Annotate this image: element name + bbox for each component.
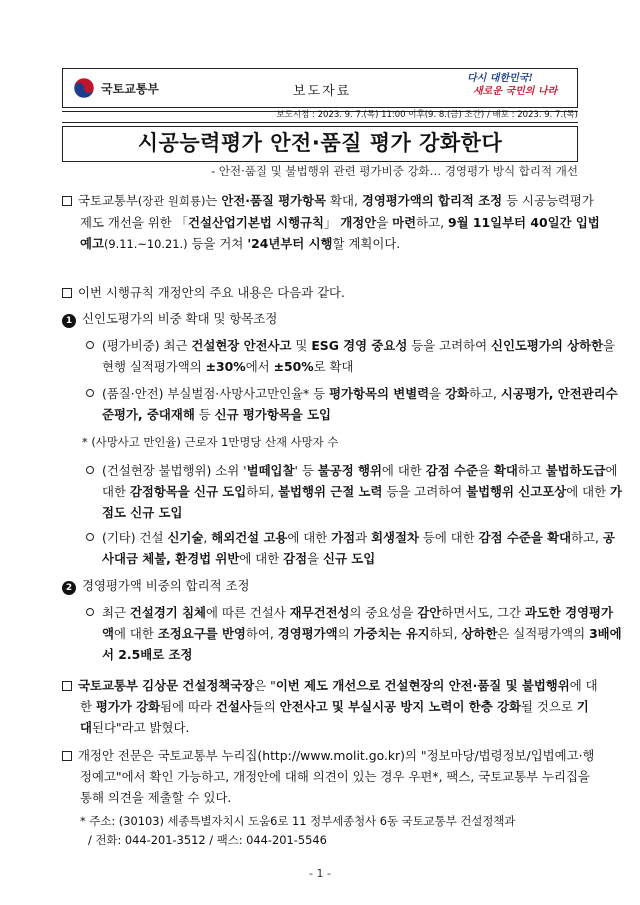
section-1-heading: 1 신인도평가의 비중 확대 및 항목조정 bbox=[62, 308, 582, 329]
paragraph-full-text: 개정안 전문은 국토교통부 누리집(http://www.molit.go.kr)의 "정보마당/법령정보/입법예고·행정예고"에서 확인 가능하고, 개정안에 대해 의견이 있는 경우 우편*, 팩스, 국토교통부 누리집을 통해 의견을 제출할 수 있다. bbox=[62, 745, 600, 808]
section-2-heading: 2 경영평가액 비중의 합리적 조정 bbox=[62, 575, 582, 596]
taegeuk-logo-icon bbox=[73, 77, 95, 99]
footnote-fatality-rate: * (사망사고 만인율) 근로자 1만명당 산재 사망자 수 bbox=[82, 435, 339, 449]
header-box bbox=[62, 68, 578, 108]
circle-bullet-icon bbox=[86, 533, 94, 541]
title-box bbox=[62, 126, 578, 162]
document-kind: 보도자료 bbox=[293, 84, 352, 99]
section-1-item-other: (기타) 건설 신기술, 해외건설 고용에 대한 가점과 회생절차 등에 대한 감점 수준을 확대하고, 공사대금 체불, 환경법 위반에 대한 감점을 신규 도입 bbox=[62, 527, 622, 569]
square-bullet-icon bbox=[62, 681, 72, 691]
page-title: 시공능력평가 안전·품질 평가 강화한다 bbox=[137, 131, 503, 155]
paragraph-announcement: 국토교통부(장관 원희룡)는 안전·품질 평가항목 확대, 경영평가액의 합리적 조정 등 시공능력평가제도 개선을 위한 「건설산업기본법 시행규칙」 개정안을 마련하고, 9월 11일부터 40일간 입법예고(9.11.~10.21.) 등을 거쳐 '24년부터 시행할 계획이다. bbox=[62, 190, 600, 255]
address-line: * 주소: (30103) 세종특별자치시 도움6로 11 정부세종청사 6동 국토교통부 건설정책과 bbox=[80, 814, 516, 828]
embargo-divider bbox=[62, 122, 578, 123]
circle-bullet-icon bbox=[86, 608, 94, 616]
section-1-item-quality-safety: (품질·안전) 부실벌점·사망사고만인율* 등 평가항목의 변별력을 강화하고, 시공평가, 안전관리수준평가, 중대재해 등 신규 평가항목을 도입 bbox=[62, 383, 622, 425]
section-1-item-illegal-acts: (건설현장 불법행위) 소위 '벌떼입찰' 등 불공정 행위에 대한 감점 수준을 확대하고 불법하도급에 대한 감점항목을 신규 도입하되, 불법행위 근절 노력 등을 고려하여 불법행위 신고포상에 대한 가점도 신규 도입 bbox=[62, 460, 622, 523]
circle-bullet-icon bbox=[86, 341, 94, 349]
circle-bullet-icon bbox=[86, 389, 94, 397]
page-number: - 1 - bbox=[309, 867, 331, 880]
government-slogan bbox=[467, 72, 567, 98]
square-bullet-icon bbox=[62, 751, 72, 761]
square-bullet-icon bbox=[62, 288, 72, 298]
circle-bullet-icon bbox=[86, 466, 94, 474]
slogan-line-2: 새로운 국민의 나라 bbox=[473, 86, 558, 97]
footnote-address bbox=[80, 812, 600, 850]
paragraph-quote: 국토교통부 김상문 건설정책국장은 "이번 제도 개선으로 건설현장의 안전·품질 및 불법행위에 대한 평가가 강화됨에 따라 건설사들의 안전사고 및 부실시공 방지 노력이 한층 강화될 것으로 기대된다"라고 밝혔다. bbox=[62, 675, 600, 738]
ministry-name: 국토교통부 bbox=[101, 81, 159, 96]
contact-line: / 전화: 044-201-3512 / 팩스: 044-201-5546 bbox=[88, 833, 327, 847]
embargo-line: 보도시점 : 2023. 9. 7.(목) 11:00 이후(9. 8.(금) 조간) / 배포 : 2023. 9. 7.(목) bbox=[276, 110, 578, 120]
ministry-logo bbox=[73, 77, 159, 99]
section-2-item-management: 최근 건설경기 침체에 따른 건설사 재무건전성의 중요성을 감안하면서도, 그간 과도한 경영평가액에 대한 조정요구를 반영하여, 경영평가액의 가중치는 유지하되, 상하한은 실적평가액의 3배에서 2.5배로 조정 bbox=[62, 602, 622, 665]
slogan-line-1: 다시 대한민국! bbox=[467, 73, 533, 84]
page-subtitle: - 안전·품질 및 불법행위 관련 평가비중 강화… 경영평가 방식 합리적 개선 bbox=[211, 164, 578, 178]
paragraph-intro: 이번 시행규칙 개정안의 주요 내용은 다음과 같다. bbox=[62, 282, 582, 303]
section-1-item-weight: (평가비중) 최근 건설현장 안전사고 및 ESG 경영 중요성 등을 고려하여 신인도평가의 상하한을 현행 실적평가액의 ±30%에서 ±50%로 확대 bbox=[62, 335, 622, 377]
number-1-icon: 1 bbox=[62, 314, 76, 328]
number-2-icon: 2 bbox=[62, 581, 76, 595]
square-bullet-icon bbox=[62, 196, 72, 206]
